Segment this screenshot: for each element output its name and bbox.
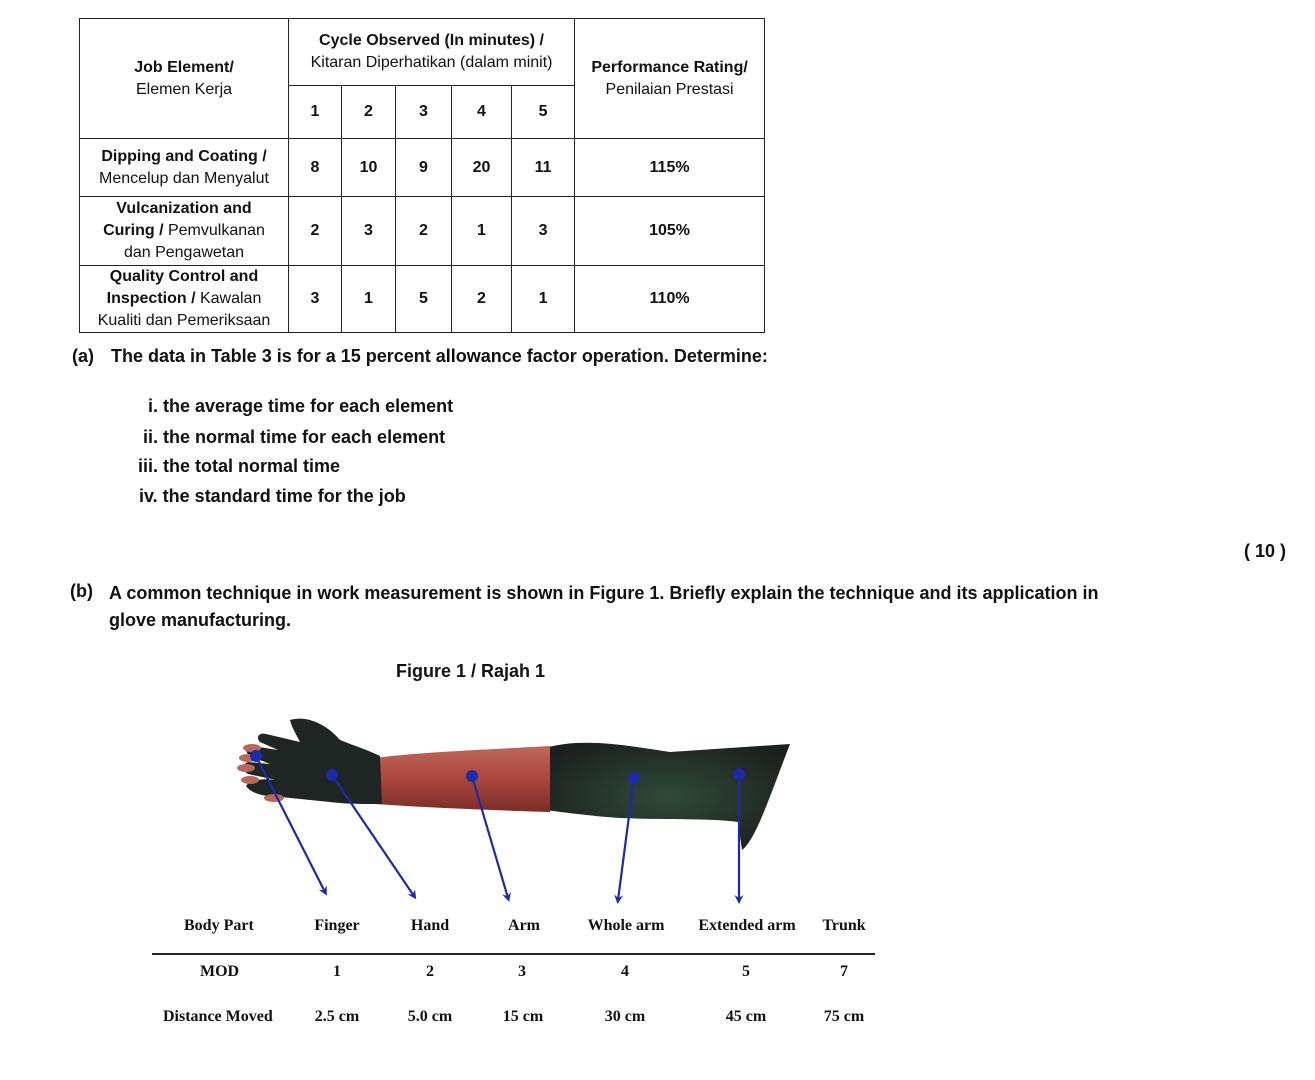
question-b-text-line1: A common technique in work measurement is shown in Figure 1. Briefly explain the technique and its application in (109, 583, 1099, 603)
extended-arm-dot (733, 768, 745, 780)
arm-illustration (150, 700, 810, 910)
figure-caption: Figure 1 / Rajah 1 (396, 661, 546, 681)
figure-divider (152, 953, 875, 955)
row-label-line3: dan Pengawetan (123, 244, 245, 261)
question-b-label: (b) (70, 581, 93, 601)
row-label-en: Inspection / (106, 290, 196, 307)
time-study-table (79, 18, 765, 333)
cycle-value-cell: 2 (289, 197, 342, 266)
body-part-finger: Finger (314, 917, 360, 934)
job-element-cell (80, 139, 289, 197)
cycle-value-cell: 20 (452, 139, 512, 197)
cycle-value-cell: 1 (512, 266, 575, 333)
distance-value: 75 cm (823, 1008, 865, 1025)
question-a-item: ii. the normal time for each element (143, 427, 446, 447)
cycle-value-cell: 2 (396, 197, 452, 266)
question-b-text-line2: glove manufacturing. (109, 610, 292, 630)
cycle-number-header: 2 (342, 86, 396, 139)
table-row (80, 197, 765, 266)
question-a-label: (a) (72, 346, 94, 366)
row-label-ms: Kawalan (195, 290, 262, 307)
cycle-header-en: Cycle Observed (In minutes) / (319, 32, 544, 49)
sleeve-shape (545, 743, 790, 850)
job-element-header (80, 19, 289, 139)
question-a-item: iii. the total normal time (138, 456, 341, 476)
arm-dot (466, 770, 478, 782)
body-part-arm: Arm (508, 917, 540, 934)
cycle-header-ms: Kitaran Diperhatikan (dalam minit) (310, 54, 553, 71)
cycle-number-header: 4 (452, 86, 512, 139)
cycle-value-cell: 3 (342, 197, 396, 266)
distance-value: 30 cm (604, 1008, 646, 1025)
cycle-value-cell: 3 (512, 197, 575, 266)
mod-label: MOD (200, 963, 240, 980)
finger-dot (250, 750, 262, 762)
body-part-hand: Hand (410, 917, 450, 934)
forearm-shape (375, 746, 550, 812)
hand-dot (326, 769, 338, 781)
distance-value: 2.5 cm (314, 1008, 360, 1025)
question-a-item: i. the average time for each element (148, 396, 454, 416)
rating-cell: 110% (575, 266, 765, 333)
cycle-value-cell: 8 (289, 139, 342, 197)
cycle-observed-header (289, 19, 575, 86)
rating-header-en: Performance Rating/ (591, 58, 748, 76)
question-a-item: iv. the standard time for the job (139, 486, 406, 506)
cycle-number-header: 1 (289, 86, 342, 139)
glove-shape (244, 719, 383, 804)
cycle-value-cell: 10 (342, 139, 396, 197)
cycle-value-cell: 9 (396, 139, 452, 197)
row-label-ms: Pemvulkanan (163, 222, 265, 239)
performance-rating-header (575, 19, 765, 139)
rating-cell: 115% (575, 139, 765, 197)
cycle-value-cell: 3 (289, 266, 342, 333)
body-part-trunk: Trunk (822, 917, 866, 934)
mod-value: 1 (333, 963, 341, 980)
cycle-value-cell: 1 (452, 197, 512, 266)
rating-cell: 105% (575, 197, 765, 266)
question-a-text: The data in Table 3 is for a 15 percent allowance factor operation. Determine: (111, 346, 768, 366)
table-row (80, 139, 765, 197)
row-label-en: Dipping and Coating / (101, 147, 267, 165)
rating-header-ms: Penilaian Prestasi (605, 80, 734, 98)
cycle-value-cell: 1 (342, 266, 396, 333)
row-label-line3: Kualiti dan Pemeriksaan (97, 312, 271, 329)
table-row (80, 266, 765, 333)
row-label-line1: Vulcanization and (116, 200, 252, 217)
mod-value: 7 (840, 963, 848, 980)
body-part-label: Body Part (184, 917, 254, 934)
mod-value: 2 (426, 963, 434, 980)
mod-value: 3 (518, 963, 526, 980)
body-part-whole-arm: Whole arm (587, 917, 665, 934)
body-part-extended-arm: Extended arm (698, 917, 796, 934)
job-element-header-en: Job Element/ (134, 58, 234, 76)
job-element-header-ms: Elemen Kerja (135, 80, 233, 98)
whole-arm-dot (628, 772, 640, 784)
job-element-cell (80, 266, 289, 333)
cycle-number-header: 3 (396, 86, 452, 139)
cycle-value-cell: 2 (452, 266, 512, 333)
cycle-value-cell: 11 (512, 139, 575, 197)
distance-label: Distance Moved (163, 1008, 273, 1025)
mod-value: 4 (621, 963, 629, 980)
job-element-cell (80, 197, 289, 266)
row-label-en: Curing / (103, 222, 164, 239)
row-label-ms: Mencelup dan Menyalut (99, 169, 269, 187)
marks-label: ( 10 ) (1244, 541, 1287, 561)
cycle-value-cell: 5 (396, 266, 452, 333)
distance-value: 5.0 cm (407, 1008, 453, 1025)
distance-value: 45 cm (725, 1008, 767, 1025)
mod-value: 5 (742, 963, 750, 980)
row-label-line1: Quality Control and (109, 268, 259, 285)
cycle-number-header: 5 (512, 86, 575, 139)
distance-value: 15 cm (502, 1008, 544, 1025)
